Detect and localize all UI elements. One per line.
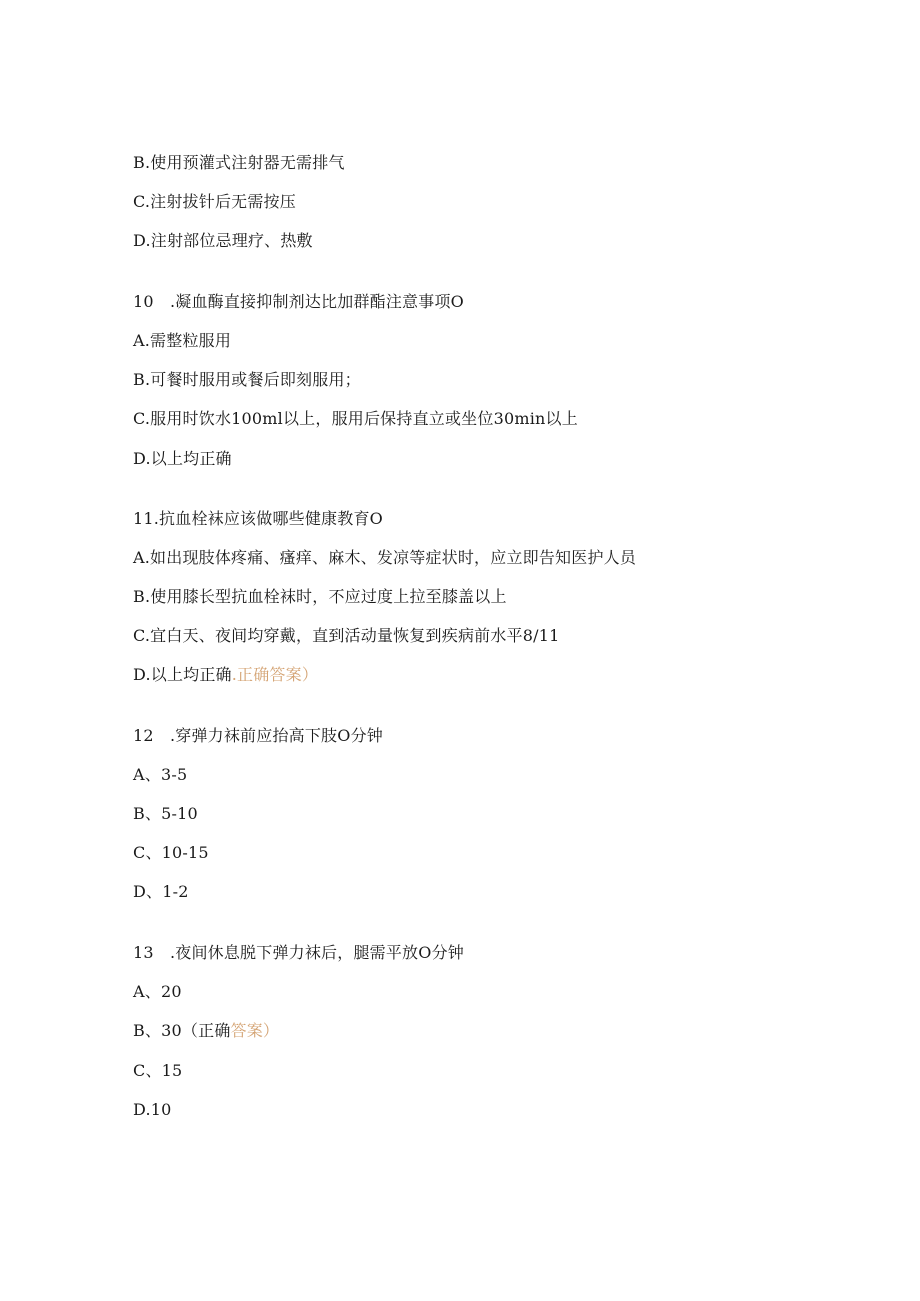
option-c-q12: C、10-15 bbox=[133, 843, 209, 862]
question-11: 11.抗血栓袜应该做哪些健康教育O bbox=[133, 509, 383, 528]
option-b-q13: B、30（正确答案） bbox=[133, 1021, 280, 1040]
option-b-q12: B、5-10 bbox=[133, 804, 198, 823]
option-b-q10: B.可餐时服用或餐后即刻服用； bbox=[133, 370, 361, 389]
option-d-q10: D.以上均正确 bbox=[133, 449, 232, 468]
question-12: 12 .穿弹力袜前应抬高下肢O分钟 bbox=[133, 726, 383, 745]
option-a-q11: A.如出现肢体疼痛、瘙痒、麻木、发凉等症状时，应立即告知医护人员 bbox=[133, 548, 637, 567]
option-b-q11: B.使用膝长型抗血栓袜时，不应过度上拉至膝盖以上 bbox=[133, 587, 507, 606]
option-c-q9: C.注射拔针后无需按压 bbox=[133, 192, 296, 211]
option-c-q10: C.服用时饮水100ml以上，服用后保持直立或坐位30min以上 bbox=[133, 409, 578, 428]
option-d-q11: D.以上均正确.正确答案） bbox=[133, 665, 319, 684]
option-d-q12: D、1-2 bbox=[133, 882, 189, 901]
correct-answer-note: .正确答案） bbox=[231, 665, 319, 684]
option-d-q9: D.注射部位忌理疗、热敷 bbox=[133, 231, 313, 250]
correct-answer-note: 答案） bbox=[230, 1021, 280, 1040]
option-a-q13: A、20 bbox=[133, 982, 182, 1001]
question-10: 10 .凝血酶直接抑制剂达比加群酯注意事项O bbox=[133, 292, 464, 311]
option-c-q13: C、15 bbox=[133, 1061, 183, 1080]
option-b-q9: B.使用预灌式注射器无需排气 bbox=[133, 153, 345, 172]
option-c-q11: C.宜白天、夜间均穿戴，直到活动量恢复到疾病前水平8/11 bbox=[133, 626, 560, 645]
option-a-q12: A、3-5 bbox=[133, 765, 188, 784]
question-13: 13 .夜间休息脱下弹力袜后，腿需平放O分钟 bbox=[133, 943, 464, 962]
option-d-q13: D.10 bbox=[133, 1100, 172, 1119]
option-a-q10: A.需整粒服用 bbox=[133, 331, 232, 350]
